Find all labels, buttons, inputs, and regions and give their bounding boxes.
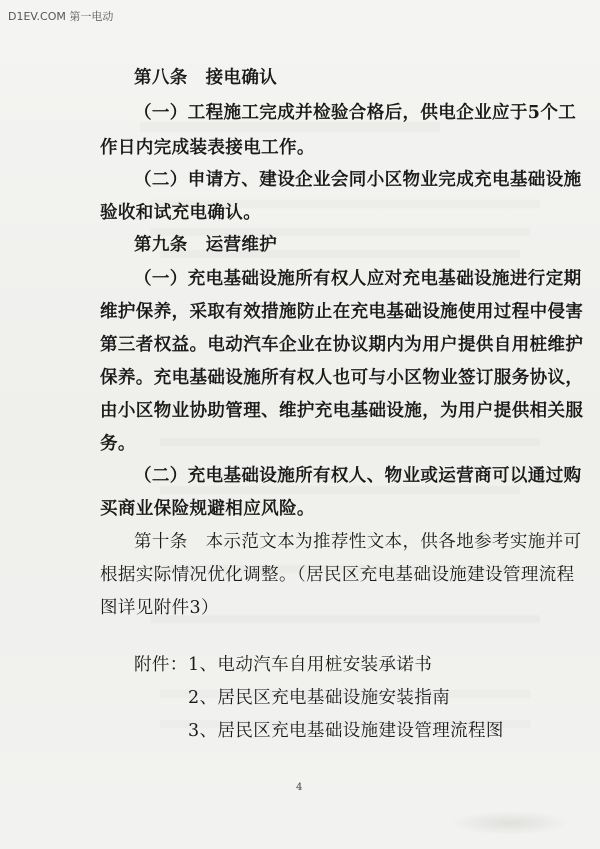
page-number: 4: [296, 782, 303, 793]
article-9-para2-line2: 买商业保险规避相应风险。: [100, 499, 315, 519]
article-9-para1-line6: 务。: [100, 434, 136, 454]
article-9-para1-line2: 维护保养，采取有效措施防止在充电基础设施使用过程中侵害: [100, 302, 584, 322]
attachments-label: 附件：: [134, 655, 188, 675]
site-watermark: D1EV.COM 第一电动: [8, 10, 114, 23]
article-8-para2-line1: （二）申请方、建设企业会同小区物业完成充电基础设施: [134, 170, 582, 190]
article-9-para1-line5: 由小区物业协助管理、维护充电基础设施，为用户提供相关服: [100, 401, 584, 421]
article-8-para1-line2: 作日内完成装表接电工作。: [100, 138, 315, 158]
article-9-para1-line3: 第三者权益。电动汽车企业在协议期内为用户提供自用桩维护: [100, 335, 584, 355]
article-8-para2-line2: 验收和试充电确认。: [100, 203, 262, 223]
scan-smudge: [450, 811, 570, 835]
attachment-item-3: 3、居民区充电基础设施建设管理流程图: [188, 721, 504, 741]
article-8-heading: 第八条 接电确认: [134, 68, 278, 88]
attachment-item-1: 1、电动汽车自用桩安装承诺书: [188, 655, 433, 675]
article-9-para1-line4: 保养。充电基础设施所有权人也可与小区物业签订服务协议，: [100, 368, 584, 388]
article-8-para1-line1: （一）工程施工完成并检验合格后，供电企业应于5个工: [134, 103, 577, 123]
article-10-line3: 图详见附件3）: [100, 598, 219, 618]
article-10-line1: 第十条 本示范文本为推荐性文本，供各地参考实施并可: [134, 532, 582, 552]
article-9-para2-line1: （二）充电基础设施所有权人、物业或运营商可以通过购: [134, 466, 582, 486]
attachment-item-2: 2、居民区充电基础设施安装指南: [188, 688, 451, 708]
article-9-heading: 第九条 运营维护: [134, 235, 278, 255]
article-9-para1-line1: （一）充电基础设施所有权人应对充电基础设施进行定期: [134, 269, 582, 289]
article-10-line2: 根据实际情况优化调整。（居民区充电基础设施建设管理流程: [100, 565, 575, 585]
